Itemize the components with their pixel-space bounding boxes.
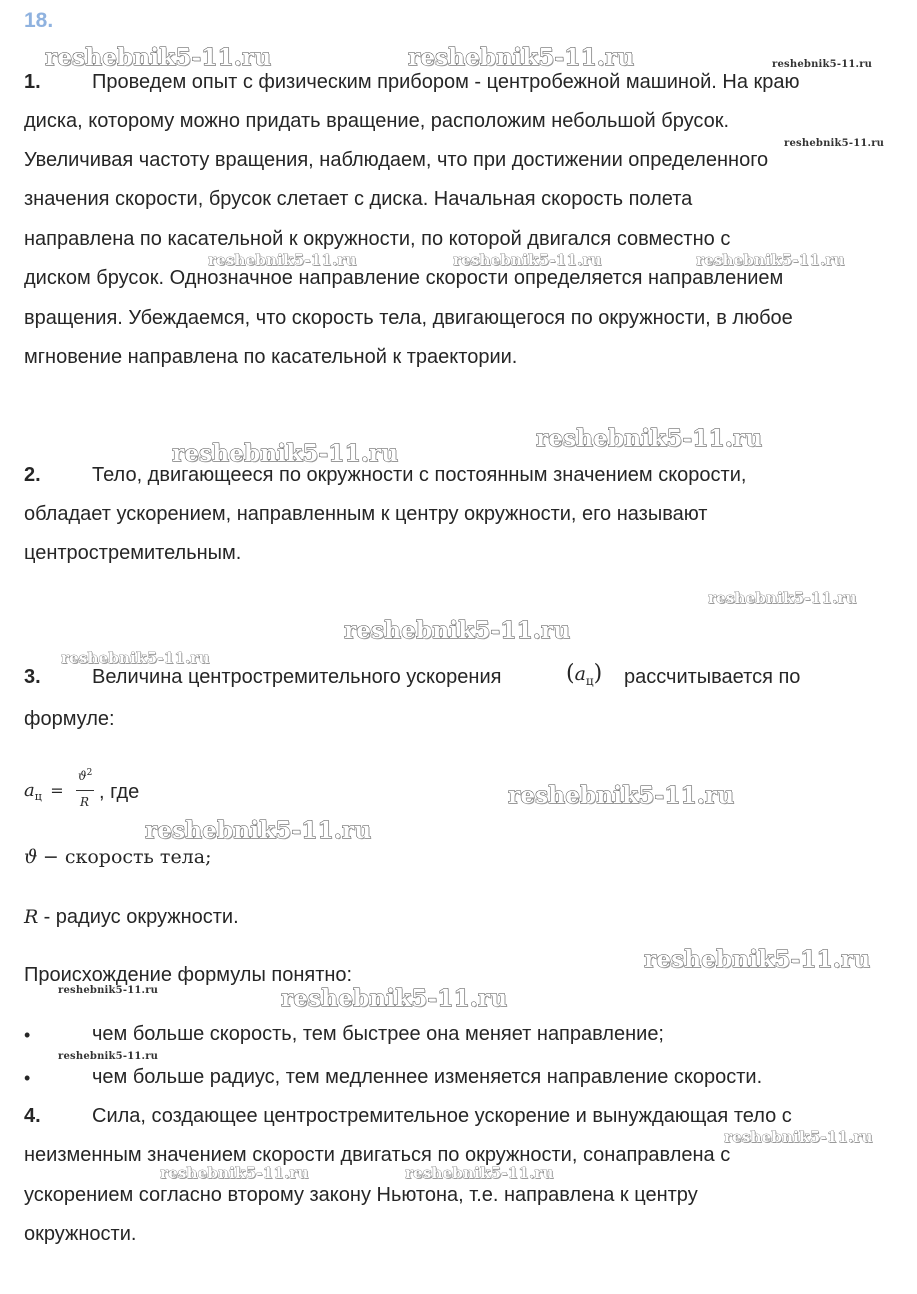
paragraph-line: ускорением согласно второму закону Ньютона, т.е. направлена к центру <box>24 1184 698 1206</box>
bullet-item: чем больше скорость, тем быстрее она меняет направление; <box>92 1023 664 1045</box>
bullet-dot: • <box>24 1025 31 1045</box>
formula-denominator: R <box>80 795 90 809</box>
velocity-symbol: ϑ <box>24 846 38 868</box>
watermark: reshebnik5-11.ru <box>344 617 571 644</box>
paragraph-line: окружности. <box>24 1223 137 1245</box>
paragraph-line: неизменным значением скорости двигаться по окружности, сонаправлена с <box>24 1144 731 1166</box>
watermark: reshebnik5-11.ru <box>408 44 635 71</box>
watermark: reshebnik5-11.ru <box>172 440 399 467</box>
formula-sub: ц <box>34 790 42 803</box>
velocity-text: − скорость тела; <box>42 846 212 868</box>
paragraph-line: Тело, двигающееся по окружности с постоянным значением скорости, <box>92 464 747 486</box>
watermark: reshebnik5-11.ru <box>508 782 735 809</box>
watermark: reshebnik5-11.ru <box>405 1164 554 1182</box>
paragraph-number: 1. <box>24 71 41 93</box>
bullet-item: чем больше радиус, тем медленнее изменяется направление скорости. <box>92 1066 763 1088</box>
formula <box>24 780 64 803</box>
formula-exponent: 2 <box>86 768 93 778</box>
watermark: reshebnik5-11.ru <box>145 817 372 844</box>
watermark: reshebnik5-11.ru <box>784 138 885 149</box>
definition-radius <box>24 906 239 929</box>
watermark: reshebnik5-11.ru <box>58 985 159 996</box>
watermark: reshebnik5-11.ru <box>160 1164 309 1182</box>
paragraph-line: вращения. Убеждаемся, что скорость тела, двигающегося по окружности, в любое <box>24 307 793 329</box>
watermark: reshebnik5-11.ru <box>281 985 508 1012</box>
formula-numerator <box>78 768 92 783</box>
watermark: reshebnik5-11.ru <box>45 44 272 71</box>
paragraph-line: мгновение направлена по касательной к траектории. <box>24 346 518 368</box>
watermark: reshebnik5-11.ru <box>536 425 763 452</box>
paragraph-line: Проведем опыт с физическим прибором - центробежной машиной. На краю <box>92 71 800 93</box>
fraction-bar <box>76 790 94 791</box>
watermark: reshebnik5-11.ru <box>772 59 873 70</box>
paragraph-line: центростремительным. <box>24 542 242 564</box>
watermark: reshebnik5-11.ru <box>453 251 602 269</box>
definition-velocity <box>24 846 211 869</box>
paragraph-line: формуле: <box>24 708 115 730</box>
watermark: reshebnik5-11.ru <box>58 1051 159 1062</box>
formula-tail: , где <box>99 781 140 803</box>
paragraph-line: диском брусок. Однозначное направление скорости определяется направлением <box>24 267 784 289</box>
formula-origin: Происхождение формулы понятно: <box>24 964 353 986</box>
symbol-a: a <box>574 663 586 685</box>
paragraph-line: направлена по касательной к окружности, по которой двигался совместно с <box>24 228 731 250</box>
paragraph-line: Увеличивая частоту вращения, наблюдаем, что при достижении определенного <box>24 149 769 171</box>
paragraph-number: 2. <box>24 464 41 486</box>
watermark: reshebnik5-11.ru <box>724 1128 873 1146</box>
formula-v: ϑ <box>78 769 87 783</box>
formula-equals: = <box>50 781 64 800</box>
watermark: reshebnik5-11.ru <box>708 589 857 607</box>
formula-a: a <box>24 780 35 801</box>
watermark: reshebnik5-11.ru <box>208 251 357 269</box>
watermark: reshebnik5-11.ru <box>644 946 871 973</box>
paragraph-line: рассчитывается по <box>624 666 801 688</box>
radius-symbol: R <box>24 906 39 928</box>
paragraph-line: Величина центростремительного ускорения <box>92 666 502 688</box>
task-number: 18. <box>24 9 54 32</box>
watermark: reshebnik5-11.ru <box>61 649 210 667</box>
symbol-sub: ц <box>585 674 594 688</box>
acceleration-symbol: $(a_ц)$ <box>566 661 603 688</box>
watermark: reshebnik5-11.ru <box>696 251 845 269</box>
bullet-dot: • <box>24 1068 31 1088</box>
paragraph-number: 4. <box>24 1105 41 1127</box>
paragraph-number: 3. <box>24 666 41 688</box>
radius-text: - радиус окружности. <box>43 906 239 928</box>
paragraph-line: значения скорости, брусок слетает с диска. Начальная скорость полета <box>24 188 693 210</box>
paragraph-line: обладает ускорением, направленным к центру окружности, его называют <box>24 503 708 525</box>
paragraph-line: Сила, создающее центростремительное ускорение и вынуждающая тело с <box>92 1105 792 1127</box>
paragraph-line: диска, которому можно придать вращение, расположим небольшой брусок. <box>24 110 730 132</box>
